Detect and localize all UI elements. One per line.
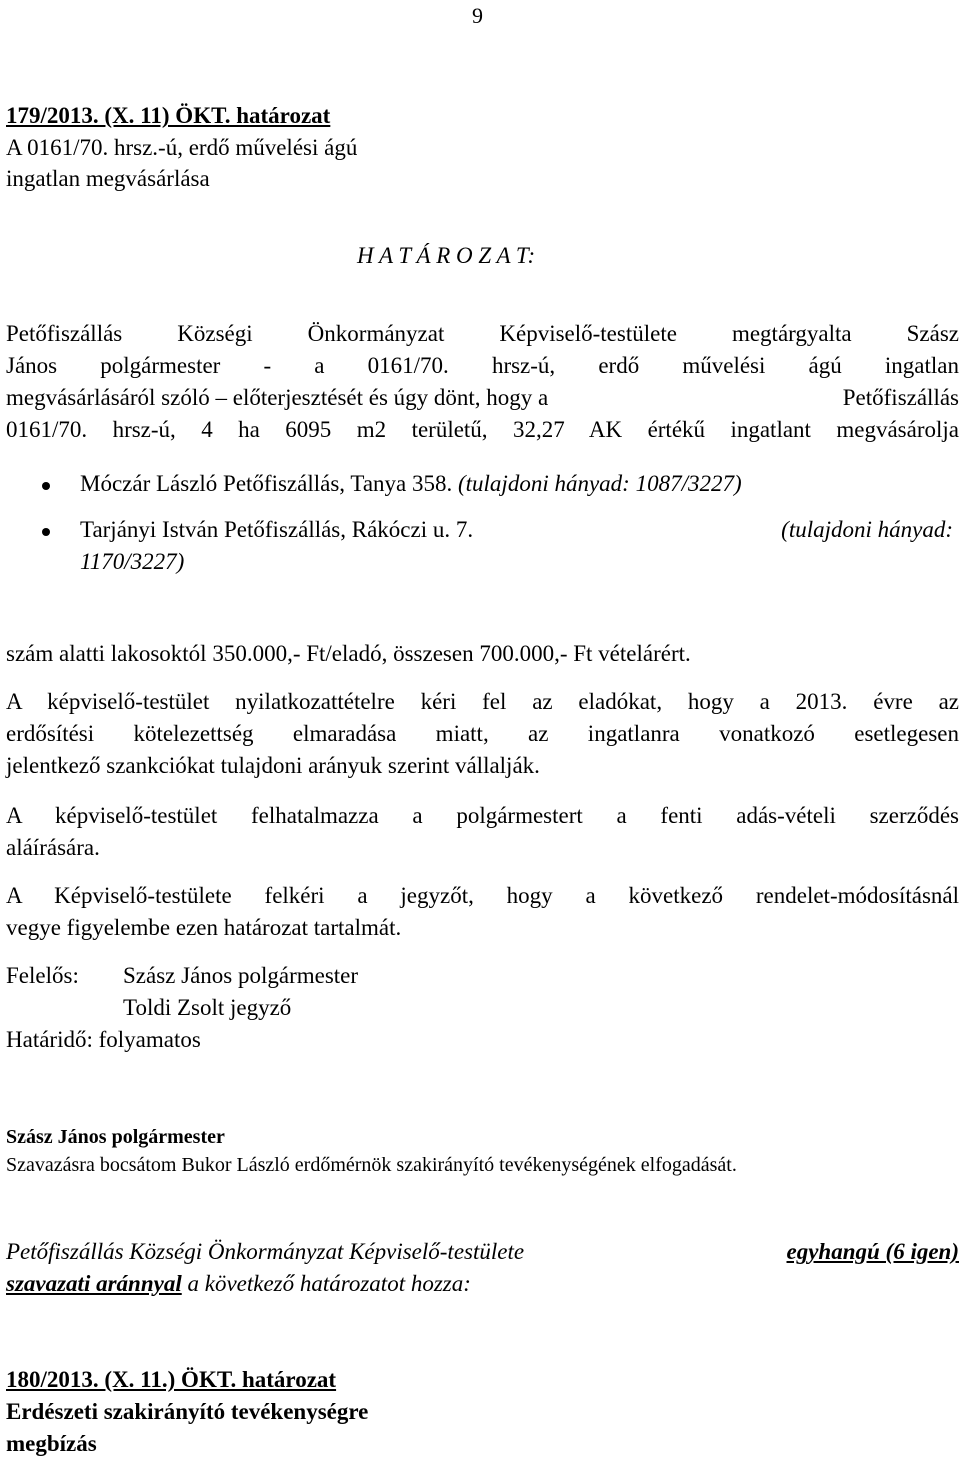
body-line: 0161/70. hrsz-ú, 4 ha 6095 m2 területű, 32,27 AK értékű ingatlant megvásárolja: [6, 417, 959, 442]
body-line: aláírására.: [6, 835, 100, 860]
vote-line: [6, 1268, 471, 1299]
body-line: erdősítési kötelezettség elmaradása miatt, az ingatlanra vonatkozó esetlegesen: [6, 721, 959, 746]
resolution-subject-line: ingatlan megvásárlása: [6, 166, 210, 191]
responsible-person: Toldi Zsolt jegyző: [123, 995, 292, 1020]
resolution-subject-line: megbízás: [6, 1431, 97, 1456]
body-line: A képviselő-testület felhatalmazza a polgármestert a fenti adás-vételi szerződés: [6, 803, 959, 828]
seller-line: [80, 514, 953, 545]
seller-name: Tarjányi István Petőfiszállás, Rákóczi u. 7.: [80, 517, 474, 542]
resolution-heading: 180/2013. (X. 11.) ÖKT. határozat: [6, 1367, 337, 1392]
resolution-heading: 179/2013. (X. 11) ÖKT. határozat: [6, 103, 331, 128]
resolution-subject-line: A 0161/70. hrsz.-ú, erdő művelési ágú: [6, 135, 358, 160]
seller-line: [80, 468, 742, 499]
body-line: Petőfiszállás Községi Önkormányzat Képviselő-testülete megtárgyalta Szász: [6, 321, 959, 346]
body-line-part: Petőfiszállás: [842, 385, 959, 410]
vote-result: egyhangú (6 igen): [786, 1239, 959, 1264]
vote-result: szavazati aránnyal: [6, 1271, 182, 1296]
ownership-share: (tulajdoni hányad:: [781, 517, 953, 542]
body-line: jelentkező szankciókat tulajdoni arányuk szerint vállalják.: [6, 753, 540, 778]
bullet-icon: [42, 528, 50, 536]
responsible-label: Felelős:: [6, 963, 79, 988]
speaker-statement: Szavazásra bocsátom Bukor László erdőmérnök szakirányító tevékenységének elfogadását.: [6, 1154, 737, 1176]
vote-line: [6, 1236, 959, 1267]
price-line: szám alatti lakosoktól 350.000,- Ft/eladó, összesen 700.000,- Ft vételárért.: [6, 641, 691, 666]
vote-text: a következő határozatot hozza:: [187, 1271, 471, 1296]
responsible-person: Szász János polgármester: [123, 963, 359, 988]
ownership-share: 1170/3227): [80, 549, 185, 574]
resolution-subject-line: Erdészeti szakirányító tevékenységre: [6, 1399, 369, 1424]
deadline: Határidő: folyamatos: [6, 1027, 201, 1052]
page-number: 9: [472, 3, 483, 28]
body-line-part: megvásárlásáról szóló – előterjesztését és úgy dönt, hogy a: [6, 385, 549, 410]
body-line: János polgármester - a 0161/70. hrsz-ú, erdő művelési ágú ingatlan: [6, 353, 959, 378]
seller-name: Móczár László Petőfiszállás, Tanya 358.: [80, 471, 453, 496]
body-line: vegye figyelembe ezen határozat tartalmát.: [6, 915, 402, 940]
speaker-name: Szász János polgármester: [6, 1126, 225, 1148]
resolution-title: H A T Á R O Z A T:: [357, 243, 536, 268]
body-line: A képviselő-testület nyilatkozattételre kéri fel az eladókat, hogy a 2013. évre az: [6, 689, 959, 714]
ownership-share: (tulajdoni hányad: 1087/3227): [457, 471, 742, 496]
body-line: [6, 382, 959, 413]
body-line: A Képviselő-testülete felkéri a jegyzőt, hogy a következő rendelet-módosításnál: [6, 883, 959, 908]
vote-text: Petőfiszállás Községi Önkormányzat Képviselő-testülete: [6, 1239, 525, 1264]
bullet-icon: [42, 482, 50, 490]
